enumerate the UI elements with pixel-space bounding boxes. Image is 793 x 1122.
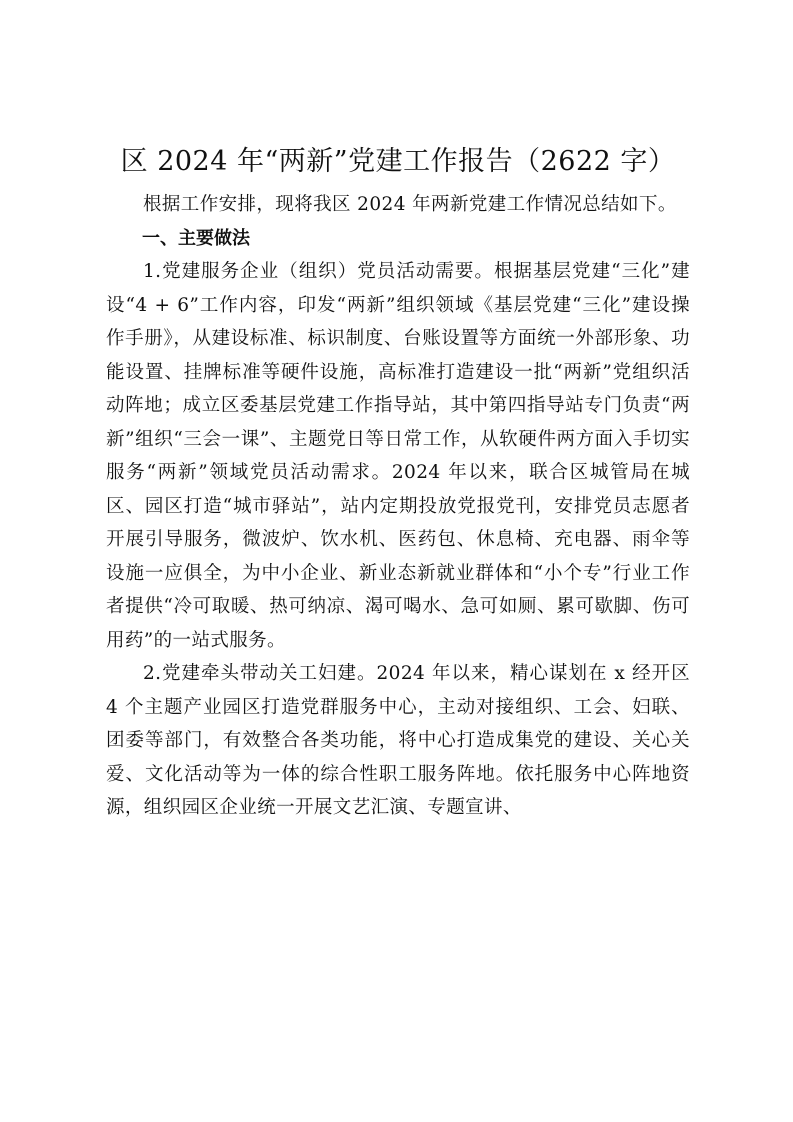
section-heading: 一、主要做法 — [142, 227, 250, 249]
document-body — [106, 140, 690, 825]
intro-paragraph: 根据工作安排，现将我区 2024 年两新党建工作情况总结如下。 — [143, 194, 677, 215]
body-paragraph-1: 1.党建服务企业（组织）党员活动需要。根据基层党建“三化”建设“4 + 6”工作内容，印发“两新”组织领域《基层党建“三化”建设操作手册》，从建设标准、标识制度、台账设置等方面统一外部形象、功能设置、挂牌标准等硬件设施，高标准打造建设一批“两新”党组织活动阵地；成立区委基层党建工作指导站，其中第四指导站专门负责“两新”组织“三会一课”、主题党日等日常工作，从软硬件两方面入手切实服务“两新”领域党员活动需求。2024 年以来，联合区城管局在城区、园区打造“城市驿站”，站内定期投放党报党刊，安排党员志愿者开展引导服务，微波炉、饮水机、医药包、休息椅、充电器、雨伞等设施一应俱全，为中小企业、新业态新就业群体和“小个专”行业工作者提供“冷可取暖、热可纳凉、渴可喝水、急可如厕、累可歇脚、伤可用药”的一站式服务。 — [106, 261, 690, 651]
document-title: 区 2024 年“两新”党建工作报告（2622 字） — [120, 146, 676, 177]
body-paragraph-2: 2.党建牵头带动关工妇建。2024 年以来，精心谋划在 x 经开区 4 个主题产业园区打造党群服务中心，主动对接组织、工会、妇联、团委等部门，有效整合各类功能，将中心打造成集党的建设、关心关爱、文化活动等为一体的综合性职工服务阵地。依托服务中心阵地资源，组织园区企业统一开展文艺汇演、专题宣讲、 — [106, 663, 690, 818]
